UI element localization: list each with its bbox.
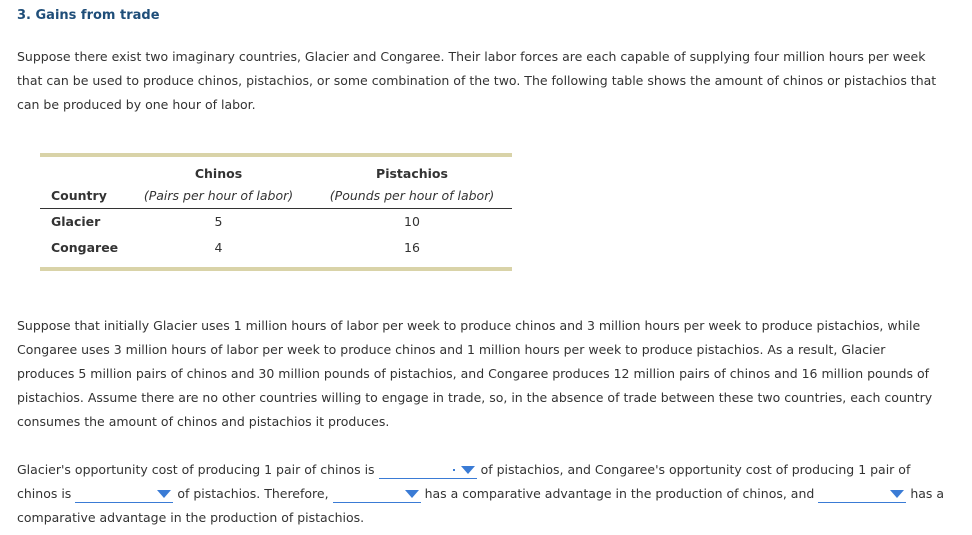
header-chinos: Chinos xyxy=(194,166,243,181)
header-divider xyxy=(40,208,512,209)
production-table xyxy=(40,153,512,271)
question-text-2: of pistachios, and Congaree's opportunity cost of producing 1 pair of chinos is xyxy=(17,462,911,501)
question-text-1: Glacier's opportunity cost of producing 1 pair of chinos is xyxy=(17,462,375,477)
dropdown-dot xyxy=(453,469,455,471)
chevron-down-icon xyxy=(890,490,904,498)
header-pistachios-units: (Pounds per hour of labor) xyxy=(329,188,495,203)
header-chinos-units: (Pairs per hour of labor) xyxy=(143,188,294,203)
glacier-opportunity-cost-dropdown[interactable] xyxy=(379,462,477,479)
congaree-opportunity-cost-dropdown[interactable] xyxy=(75,486,173,503)
scenario-paragraph: Suppose that initially Glacier uses 1 million hours of labor per week to produce chinos and 3 million hours per week to produce pistachios, while Congaree uses 3 million hours of labor per week to produce chinos and 1 million hours per week to produce pistachios. As a result, Glacier produces 5 million pairs of chinos and 30 million pounds of pistachios, and Congaree produces 12 million pairs of chinos and 16 million pounds of pistachios. Assume there are no other countries willing to engage in trade, so, in the absence of trade between these two countries, each country consumes the amount of chinos and pistachios it produces. xyxy=(17,318,933,429)
row-chinos-congaree: 4 xyxy=(214,240,223,255)
question-text-4: has a comparative advantage in the production of chinos, and xyxy=(424,486,815,501)
question-text-5: has a comparative advantage in the production of pistachios. xyxy=(17,486,945,525)
row-country-congaree: Congaree xyxy=(51,240,119,255)
row-country-glacier: Glacier xyxy=(51,214,101,229)
table-bottom-border xyxy=(40,267,512,271)
section-title: 3. Gains from trade xyxy=(17,8,160,23)
row-chinos-glacier: 5 xyxy=(214,214,223,229)
question-paragraph xyxy=(17,458,947,530)
intro-paragraph: Suppose there exist two imaginary countries, Glacier and Congaree. Their labor forces are each capable of supplying four million hours per week that can be used to produce chinos, pistachios, or some combination of the two. The following table shows the amount of chinos or pistachios that can be produced by one hour of labor. xyxy=(17,49,937,112)
row-pistachios-congaree: 16 xyxy=(404,240,420,255)
chevron-down-icon xyxy=(157,490,171,498)
row-pistachios-glacier: 10 xyxy=(404,214,420,229)
chinos-advantage-country-dropdown[interactable] xyxy=(333,486,421,503)
chevron-down-icon xyxy=(405,490,419,498)
table-top-border xyxy=(40,153,512,157)
header-pistachios: Pistachios xyxy=(376,166,448,181)
header-country: Country xyxy=(51,188,107,203)
pistachios-advantage-country-dropdown[interactable] xyxy=(818,486,906,503)
question-text-3: of pistachios. Therefore, xyxy=(177,486,329,501)
chevron-down-icon xyxy=(461,466,475,474)
